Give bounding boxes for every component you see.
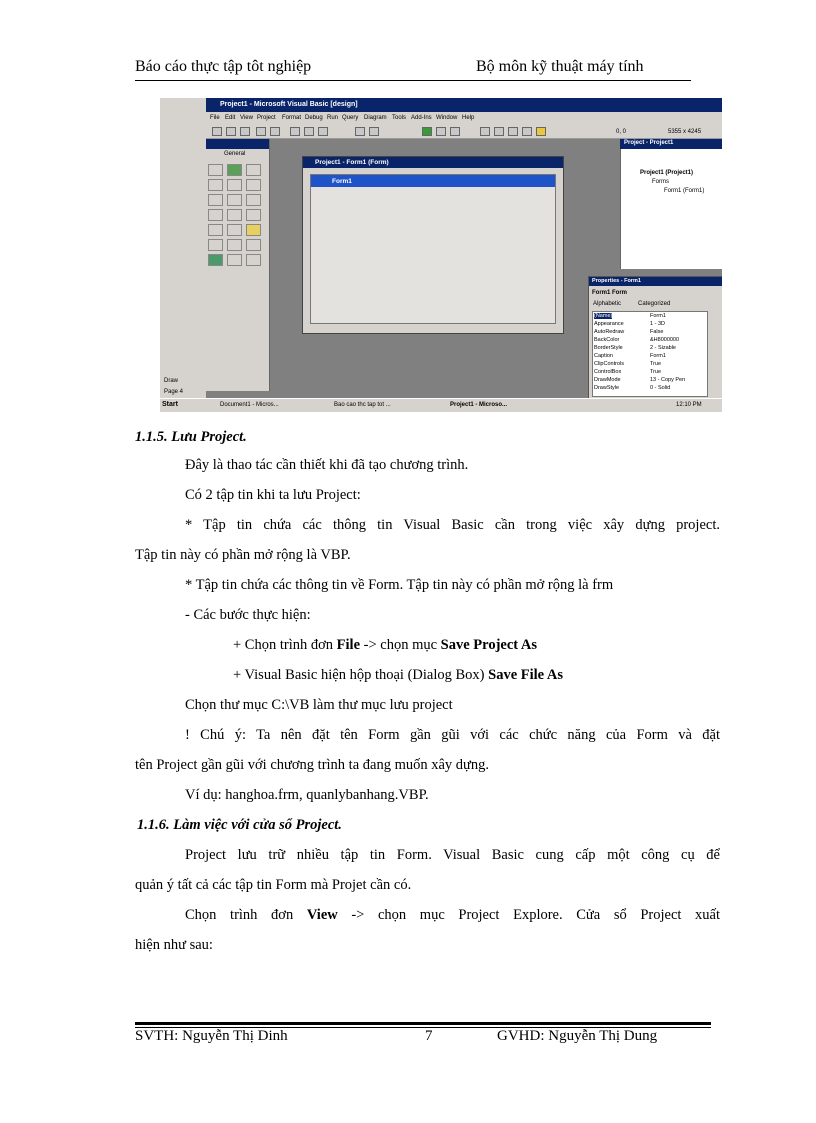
property-value[interactable]: Form1 xyxy=(650,313,666,319)
paragraph-8: Chọn thư mục C:\VB làm thư mục lưu project xyxy=(185,697,453,713)
checkbox-tool-icon[interactable] xyxy=(208,194,223,206)
label-tool-icon[interactable] xyxy=(246,164,261,176)
paragraph-4: * Tập tin chứa các thông tin về Form. Tập tin này có phần mở rộng là frm xyxy=(185,577,614,593)
menu-edit[interactable]: Edit xyxy=(225,115,236,121)
menu-addins[interactable]: Add-Ins xyxy=(411,115,432,121)
run-icon[interactable] xyxy=(422,127,432,136)
property-value[interactable]: 0 - Solid xyxy=(650,385,671,391)
header-right: Bộ môn kỹ thuật máy tính xyxy=(476,58,644,75)
example-line: Ví dụ: hanghoa.frm, quanlybanhang.VBP. xyxy=(185,787,429,803)
form1-title: Form1 xyxy=(332,178,352,185)
property-name[interactable]: Caption xyxy=(594,353,613,359)
property-value[interactable]: 1 - 3D xyxy=(650,321,665,327)
property-name[interactable]: BackColor xyxy=(594,337,620,343)
paragraph-12-line-2: hiện như sau: xyxy=(135,937,213,953)
paragraph-1: Đây là thao tác cần thiết khi đã tạo chương trình. xyxy=(185,457,469,473)
optionbutton-tool-icon[interactable] xyxy=(227,194,242,206)
vb-ide-screenshot xyxy=(160,98,722,412)
word-side-panel xyxy=(160,98,206,412)
undo-icon[interactable] xyxy=(355,127,365,136)
stop-icon[interactable] xyxy=(450,127,460,136)
property-name[interactable]: (Name) xyxy=(594,313,613,319)
combobox-tool-icon[interactable] xyxy=(246,194,261,206)
pointer-tool-icon[interactable] xyxy=(208,164,223,176)
footer-advisor: GVHD: Nguyễn Thị Dung xyxy=(497,1028,658,1044)
paragraph-3-line-2: Tập tin này có phần mở rộng là VBP. xyxy=(135,547,351,563)
page-number: 7 xyxy=(425,1028,433,1044)
form-layout-icon[interactable] xyxy=(508,127,518,136)
project-tree-root[interactable]: Project1 (Project1) xyxy=(640,170,694,176)
property-name[interactable]: AutoRedraw xyxy=(594,329,625,335)
vscrollbar-tool-icon[interactable] xyxy=(246,209,261,221)
add-form-icon[interactable] xyxy=(226,127,236,136)
property-value[interactable]: 13 - Copy Pen xyxy=(650,377,686,383)
property-name[interactable]: ControlBox xyxy=(594,369,622,375)
menu-run[interactable]: Run xyxy=(327,115,339,121)
property-value[interactable]: True xyxy=(650,361,662,367)
object-browser-icon[interactable] xyxy=(522,127,532,136)
pause-icon[interactable] xyxy=(436,127,446,136)
taskbar-clock: 12:10 PM xyxy=(676,402,702,408)
toolbox-tab-general[interactable]: General xyxy=(224,151,246,157)
redo-icon[interactable] xyxy=(369,127,379,136)
taskbar-item-bao-cao[interactable]: Bao cao thc tap tot ... xyxy=(334,402,391,408)
cut-icon[interactable] xyxy=(290,127,300,136)
footer-student: SVTH: Nguyễn Thị Dinh xyxy=(135,1028,288,1044)
paragraph-5: - Các bước thực hiện: xyxy=(185,607,311,623)
paragraph-12-line-1: Chọn trình đơn View -> chọn mục Project Explore. Cửa sổ Project xuất xyxy=(185,907,720,923)
commandbutton-tool-icon[interactable] xyxy=(246,179,261,191)
drivelistbox-tool-icon[interactable] xyxy=(227,224,242,236)
dirlistbox-tool-icon[interactable] xyxy=(246,224,261,236)
properties-icon[interactable] xyxy=(494,127,504,136)
save-icon[interactable] xyxy=(270,127,280,136)
property-value[interactable]: Form1 xyxy=(650,353,666,359)
menu-debug[interactable]: Debug xyxy=(305,115,323,121)
coords-readout: 0, 0 xyxy=(616,129,627,135)
ide-title: Project1 - Microsoft Visual Basic [design] xyxy=(220,101,358,108)
frame-tool-icon[interactable] xyxy=(227,179,242,191)
menu-file[interactable]: File xyxy=(210,115,220,121)
menu-project[interactable]: Project xyxy=(257,115,276,121)
paste-icon[interactable] xyxy=(318,127,328,136)
properties-object-select[interactable]: Form1 Form xyxy=(592,290,628,296)
menu-query[interactable]: Query xyxy=(342,115,359,121)
paragraph-11-line-2: quản ý tất cả các tập tin Form mà Projet cần có. xyxy=(135,877,412,893)
properties-tab-alphabetic[interactable]: Alphabetic xyxy=(593,301,622,307)
filelistbox-tool-icon[interactable] xyxy=(208,239,223,251)
header-divider xyxy=(135,80,691,81)
project-tree-forms[interactable]: Forms xyxy=(652,179,669,185)
line-tool-icon[interactable] xyxy=(246,239,261,251)
menu-format[interactable]: Format xyxy=(282,115,302,121)
property-name[interactable]: ClipControls xyxy=(594,361,624,367)
project-explorer-icon[interactable] xyxy=(480,127,490,136)
menu-help[interactable]: Help xyxy=(462,115,475,121)
menu-view[interactable]: View xyxy=(240,115,253,121)
project-explorer-panel xyxy=(620,139,722,269)
form1-surface[interactable] xyxy=(310,174,556,324)
toolbar xyxy=(206,124,722,139)
toolbox-title-bar xyxy=(206,139,269,149)
taskbar-item-project1[interactable]: Project1 - Microso... xyxy=(450,402,508,408)
data-tool-icon[interactable] xyxy=(227,254,242,266)
menu-window[interactable]: Window xyxy=(436,115,458,121)
page-label: Page 4 xyxy=(164,389,184,395)
picturebox-tool-icon[interactable] xyxy=(227,164,242,176)
toolbox-icon[interactable] xyxy=(536,127,546,136)
textbox-tool-icon[interactable] xyxy=(208,179,223,191)
draw-label: Draw xyxy=(164,378,179,384)
property-name[interactable]: BorderStyle xyxy=(594,345,623,351)
properties-tab-categorized[interactable]: Categorized xyxy=(638,301,671,307)
open-icon[interactable] xyxy=(256,127,266,136)
note-line-1: ! Chú ý: Ta nên đặt tên Form gần gũi với các chức năng của Form và đặt xyxy=(185,727,720,743)
timer-tool-icon[interactable] xyxy=(208,224,223,236)
menu-diagram[interactable]: Diagram xyxy=(364,115,387,121)
property-value[interactable]: 2 - Sizable xyxy=(650,345,676,351)
ole-tool-icon[interactable] xyxy=(246,254,261,266)
property-name[interactable]: Appearance xyxy=(594,321,624,327)
property-value[interactable]: True xyxy=(650,369,662,375)
note-line-2: tên Project gần gũi với chương trình ta đang muốn xây dựng. xyxy=(135,757,490,773)
section-1-1-5-heading: 1.1.5. Lưu Project. xyxy=(135,429,247,445)
shape-tool-icon[interactable] xyxy=(227,239,242,251)
copy-icon[interactable] xyxy=(304,127,314,136)
properties-title: Properties - Form1 xyxy=(592,278,641,284)
form-designer-title: Project1 - Form1 (Form) xyxy=(315,159,389,166)
project-tree-form1[interactable]: Form1 (Form1) xyxy=(664,188,705,194)
hscrollbar-tool-icon[interactable] xyxy=(227,209,242,221)
paragraph-2: Có 2 tập tin khi ta lưu Project: xyxy=(185,487,361,503)
paragraph-3-line-1: * Tập tin chứa các thông tin Visual Basic cần trong việc xây dựng project. xyxy=(185,517,720,533)
footer-divider-thick xyxy=(135,1022,711,1025)
property-value[interactable]: False xyxy=(650,329,664,335)
step-1: + Chọn trình đơn File -> chọn mục Save Project As xyxy=(233,637,538,653)
menu-editor-icon[interactable] xyxy=(240,127,250,136)
start-button[interactable]: Start xyxy=(162,401,178,408)
taskbar-item-document1[interactable]: Document1 - Micros... xyxy=(220,402,279,408)
section-1-1-6-heading: 1.1.6. Làm việc với cửa sổ Project. xyxy=(137,817,342,833)
property-name[interactable]: DrawMode xyxy=(594,377,621,383)
paragraph-11-line-1: Project lưu trữ nhiều tập tin Form. Visual Basic cung cấp một công cụ để xyxy=(185,847,720,863)
menu-tools[interactable]: Tools xyxy=(392,115,407,121)
step-2: + Visual Basic hiện hộp thoại (Dialog Box) Save File As xyxy=(233,667,564,683)
header-left: Báo cáo thực tập tôt nghiệp xyxy=(135,58,312,75)
property-name[interactable]: DrawStyle xyxy=(594,385,620,391)
add-project-icon[interactable] xyxy=(212,127,222,136)
project-explorer-title: Project - Project1 xyxy=(624,140,674,146)
listbox-tool-icon[interactable] xyxy=(208,209,223,221)
image-tool-icon[interactable] xyxy=(208,254,223,266)
property-value[interactable]: &H8000000 xyxy=(650,337,680,343)
size-readout: 5355 x 4245 xyxy=(668,129,702,135)
